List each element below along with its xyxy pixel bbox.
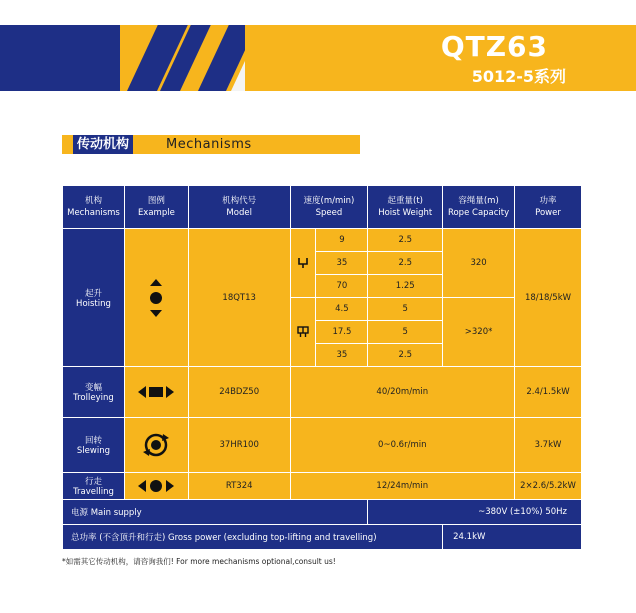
gross-power-value: 24.1kW bbox=[443, 525, 582, 550]
rotation-icon bbox=[143, 432, 169, 458]
mechanism-slewing: 回转 Slewing bbox=[63, 418, 125, 473]
hoist-weight: 2.5 bbox=[368, 344, 443, 367]
travelling-symbol bbox=[124, 473, 188, 500]
header-example: 图例 Example bbox=[124, 186, 188, 229]
header-model: 机构代号 Model bbox=[188, 186, 290, 229]
trolleying-model: 24BDZ50 bbox=[188, 367, 290, 418]
header-power: 功率 Power bbox=[514, 186, 581, 229]
section-title-en: Mechanisms bbox=[166, 137, 252, 152]
mechanism-hoisting: 起升 Hoisting bbox=[63, 229, 125, 367]
table-row bbox=[63, 525, 582, 550]
travelling-model: RT324 bbox=[188, 473, 290, 500]
mechanisms-table bbox=[62, 185, 582, 550]
hoist-weight: 2.5 bbox=[368, 252, 443, 275]
hoist-weight: 1.25 bbox=[368, 275, 443, 298]
rope-capacity-b: >320* bbox=[443, 298, 515, 367]
hoisting-power: 18/18/5kW bbox=[514, 229, 581, 367]
slewing-model: 37HR100 bbox=[188, 418, 290, 473]
table-row bbox=[63, 500, 582, 525]
single-hook-icon bbox=[290, 229, 316, 298]
hoist-speed: 9 bbox=[316, 229, 368, 252]
table-row bbox=[63, 229, 582, 252]
travelling-speed: 12/24m/min bbox=[290, 473, 514, 500]
trolley-arrows-icon bbox=[138, 386, 174, 398]
trolleying-symbol bbox=[124, 367, 188, 418]
table-row bbox=[63, 418, 582, 473]
hoisting-model: 18QT13 bbox=[188, 229, 290, 367]
section-title-cn: 传动机构 bbox=[73, 135, 133, 154]
rope-capacity-a: 320 bbox=[443, 229, 515, 298]
hoist-speed: 35 bbox=[316, 344, 368, 367]
slewing-power: 3.7kW bbox=[514, 418, 581, 473]
mechanism-trolleying: 变幅 Trolleying bbox=[63, 367, 125, 418]
header-mechanisms: 机构 Mechanisms bbox=[63, 186, 125, 229]
footnote: *如需其它传动机构，请咨询我们! For more mechanisms optional,consult us! bbox=[62, 557, 336, 566]
mechanism-travelling: 行走 Travelling bbox=[63, 473, 125, 500]
hoist-weight: 2.5 bbox=[368, 229, 443, 252]
hoist-arrows-icon bbox=[149, 279, 163, 317]
hoist-speed: 4.5 bbox=[316, 298, 368, 321]
hoist-speed: 17.5 bbox=[316, 321, 368, 344]
travel-arrows-icon bbox=[138, 479, 174, 493]
trolleying-speed: 40/20m/min bbox=[290, 367, 514, 418]
hoist-speed: 35 bbox=[316, 252, 368, 275]
table-header-row bbox=[63, 186, 582, 229]
travelling-power: 2×2.6/5.2kW bbox=[514, 473, 581, 500]
header-speed: 速度(m/min) Speed bbox=[290, 186, 368, 229]
hoisting-symbol bbox=[124, 229, 188, 367]
double-hook-icon bbox=[290, 298, 316, 367]
main-supply-label: 电源 Main supply bbox=[63, 500, 368, 525]
hoist-weight: 5 bbox=[368, 298, 443, 321]
trolleying-power: 2.4/1.5kW bbox=[514, 367, 581, 418]
header-hoist-weight: 起重量(t) Hoist Weight bbox=[368, 186, 443, 229]
table-row bbox=[63, 367, 582, 418]
model-title: QTZ63 bbox=[440, 30, 548, 63]
gross-power-label: 总功率 (不含顶升和行走) Gross power (excluding top-lifting and travelling) bbox=[63, 525, 443, 550]
slewing-speed: 0~0.6r/min bbox=[290, 418, 514, 473]
slewing-symbol bbox=[124, 418, 188, 473]
main-supply-value: ~380V (±10%) 50Hz bbox=[368, 500, 582, 525]
table-row bbox=[63, 473, 582, 500]
series-title: 5012-5系列 bbox=[471, 67, 566, 86]
hoist-speed: 70 bbox=[316, 275, 368, 298]
header-rope-capacity: 容绳量(m) Rope Capacity bbox=[443, 186, 515, 229]
hoist-weight: 5 bbox=[368, 321, 443, 344]
header-navy-block bbox=[0, 25, 120, 91]
